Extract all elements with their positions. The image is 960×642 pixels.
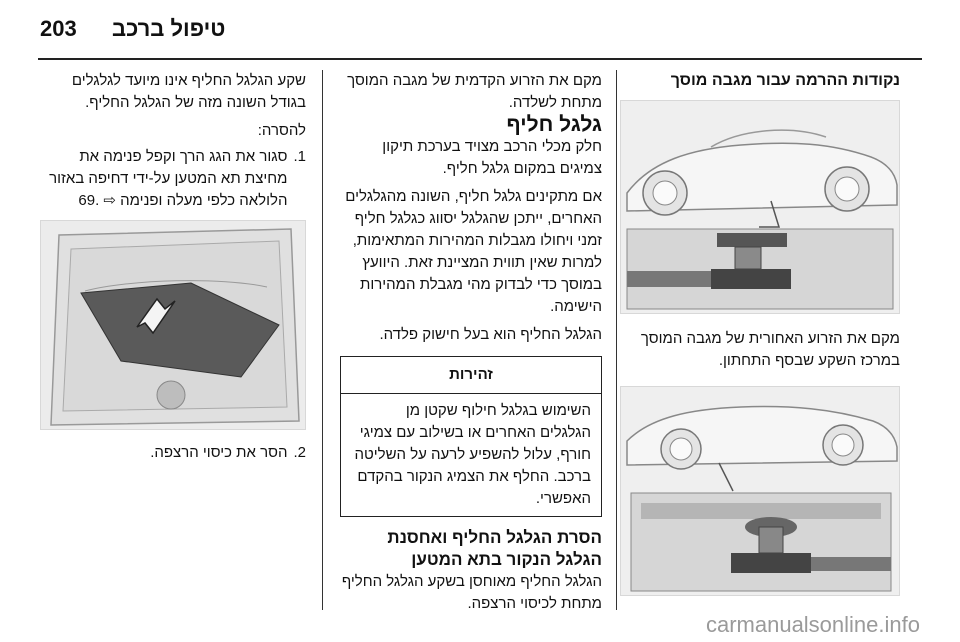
header-rule <box>38 58 922 60</box>
spare-wheel-para2: אם מתקינים גלגל חליף, השונה מהגלגלים האחרים, ייתכן שהגלגל יסווג כגלגל חליף זמני ויחולו מגבלות המהירות המתאימות, למרות שאין תווית המציינת זאת. היוועץ במוסך כדי לבדוק מהי מגבלת המהירות הישימה. <box>345 188 602 315</box>
caution-title: זהירות <box>341 357 601 394</box>
spare-wheel-para3: הגלגל החליף הוא בעל חישוק פלדה. <box>379 326 602 343</box>
step-2-number: 2. <box>293 444 306 461</box>
step-2 <box>40 442 306 464</box>
step-1-text: סגור את הגג הרך וקפל פנימה את מחיצת תא המטען על-ידי דחיפה באזור הלולאה כלפי מעלה ופנימה ⇨ .69 <box>49 148 288 209</box>
remove-label: להסרה: <box>257 122 306 139</box>
remove-spare-title: הסרת הגלגל החליף ואחסנת הגלגל הנקור בתא המטען <box>387 528 602 569</box>
column-divider-left <box>322 70 323 610</box>
arrow-reference-icon: ⇨ <box>103 192 116 209</box>
watermark: carmanualsonline.info <box>705 612 920 637</box>
step-1-number: 1. <box>293 148 306 165</box>
page-title: טיפול ברכב <box>112 16 226 41</box>
luggage-compartment-figure <box>40 220 306 430</box>
spare-wheel-title: גלגל חליף <box>506 113 602 136</box>
middle-column <box>340 70 602 615</box>
front-lift-text: מקם את הזרוע הקדמית של מגבה המוסך מתחת לשלדה. <box>347 72 602 111</box>
left-column <box>40 70 306 464</box>
step-1 <box>40 146 306 212</box>
page-number: 203 <box>40 16 77 41</box>
step-1-ref: .69 <box>78 192 100 209</box>
right-column <box>622 70 900 596</box>
remove-spare-text: הגלגל החליף מאוחסן בשקע הגלגל החליף מתחת לכיסוי הרצפה. <box>341 573 602 612</box>
rear-lift-caption: מקם את הזרוע האחורית של מגבה המוסך במרכז השקע שבסף התחתון. <box>640 330 900 369</box>
front-lift-point-figure <box>620 100 900 314</box>
step-2-text: הסר את כיסוי הרצפה. <box>150 444 288 461</box>
spare-wheel-para1: חלק מכלי הרכב מצויד בערכת תיקון צמיגים במקום גלגל חליף. <box>382 138 602 177</box>
rear-lift-point-figure <box>620 386 900 596</box>
lift-points-heading: נקודות ההרמה עבור מגבה מוסך <box>670 72 900 89</box>
caution-box <box>340 356 602 517</box>
column-divider-right <box>616 70 617 610</box>
caution-text: השימוש בגלגל חילוף שקטן מן הגלגלים האחרים או בשילוב עם צמיגי חורף, עלול להשפיע לרעה על השליטה ברכב. החלף את הצמיג הנקור בהקדם האפשרי. <box>354 402 591 507</box>
page-header <box>0 0 960 62</box>
spare-well-note: שקע הגלגל החליף אינו מיועד לגלגלים בגודל השונה מזה של הגלגל החליף. <box>71 72 306 111</box>
